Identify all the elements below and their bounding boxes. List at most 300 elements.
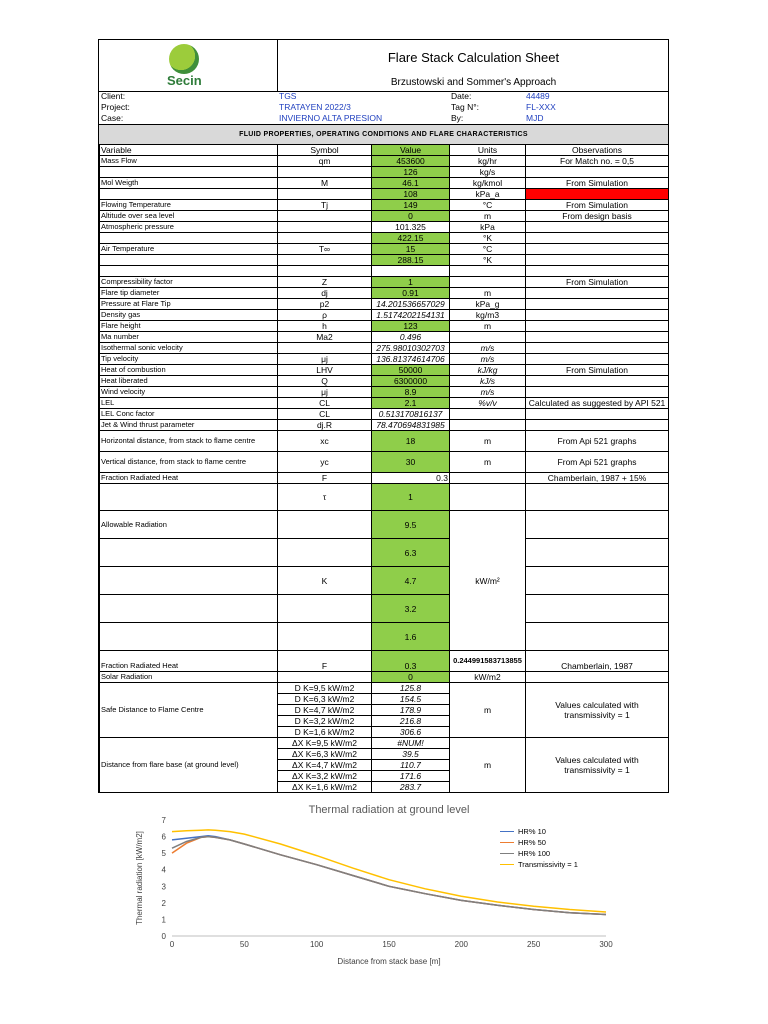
symbol-cell: Tj xyxy=(278,200,372,211)
table-row xyxy=(100,299,669,310)
variable-cell: Ma number xyxy=(100,332,278,343)
symbol-cell: τ xyxy=(278,484,372,511)
x-axis-label: Distance from stack base [m] xyxy=(337,957,441,966)
symbol-cell: T∞ xyxy=(278,244,372,255)
symbol-cell: ΔX K=4,7 kW/m2 xyxy=(278,760,372,771)
y-tick-label: 0 xyxy=(161,932,166,941)
units-cell xyxy=(450,266,526,277)
table-row xyxy=(100,332,669,343)
observations-cell xyxy=(526,321,669,332)
symbol-cell: F xyxy=(278,473,372,484)
variable-cell: Solar Radiation xyxy=(100,672,278,683)
variable-cell: Flare tip diameter xyxy=(100,288,278,299)
chart-title: Thermal radiation at ground level xyxy=(308,804,470,816)
value-cell: 1 xyxy=(372,484,450,511)
symbol-cell: F xyxy=(278,651,372,672)
observations-cell xyxy=(526,189,669,200)
value-cell: 1 xyxy=(372,277,450,288)
variable-cell xyxy=(100,233,278,244)
legend-swatch xyxy=(500,853,514,854)
table-row xyxy=(100,189,669,200)
value-cell: 78.470694831985 xyxy=(372,420,450,431)
observations-cell: From Api 521 graphs xyxy=(526,431,669,452)
value-cell xyxy=(372,266,450,277)
variable-cell: Flowing Temperature xyxy=(100,200,278,211)
units-cell: kg/s xyxy=(450,167,526,178)
value-cell: 283.7 xyxy=(372,782,450,793)
value-cell: 422.15 xyxy=(372,233,450,244)
value-cell: 46.1 xyxy=(372,178,450,189)
observations-cell xyxy=(526,222,669,233)
observations-cell xyxy=(526,376,669,387)
units-cell xyxy=(450,277,526,288)
value-cell: #NUM! xyxy=(372,738,450,749)
symbol-cell xyxy=(278,222,372,233)
observations-cell xyxy=(526,420,669,431)
variable-cell: Fraction Radiated Heat xyxy=(100,651,278,672)
units-cell: kg/m3 xyxy=(450,310,526,321)
units-cell: m/s xyxy=(450,387,526,398)
units-cell: kPa xyxy=(450,222,526,233)
table-row xyxy=(100,321,669,332)
date-value: 44489 xyxy=(526,91,550,101)
table-row xyxy=(100,738,669,749)
table-row xyxy=(100,409,669,420)
value-cell: 8.9 xyxy=(372,387,450,398)
units-cell xyxy=(450,420,526,431)
value-cell: 178.9 xyxy=(372,705,450,716)
symbol-cell: M xyxy=(278,178,372,189)
units-cell: m xyxy=(450,288,526,299)
column-header: Value xyxy=(372,145,450,156)
table-row xyxy=(100,511,669,539)
observations-cell xyxy=(526,595,669,623)
value-cell: 123 xyxy=(372,321,450,332)
variable-cell xyxy=(100,189,278,200)
thermal-radiation-chart xyxy=(98,798,669,968)
variable-cell: Distance from flare base (at ground level) xyxy=(100,738,278,793)
observations-cell xyxy=(526,484,669,511)
units-cell: m xyxy=(450,431,526,452)
chart-legend xyxy=(500,826,578,870)
table-row xyxy=(100,672,669,683)
value-cell: 0.91 xyxy=(372,288,450,299)
legend-entry xyxy=(500,837,578,848)
value-cell: 136.81374614706 xyxy=(372,354,450,365)
symbol-cell: μj xyxy=(278,354,372,365)
variable-cell: Altitude over sea level xyxy=(100,211,278,222)
section-band: FLUID PROPERTIES, OPERATING CONDITIONS AND FLARE CHARACTERISTICS xyxy=(99,124,668,145)
x-tick-label: 50 xyxy=(239,940,249,949)
value-cell: 1.5174202154131 xyxy=(372,310,450,321)
variable-cell: Mol Weigth xyxy=(100,178,278,189)
value-cell: 6.3 xyxy=(372,539,450,567)
variable-cell: LEL Conc factor xyxy=(100,409,278,420)
legend-entry xyxy=(500,859,578,870)
symbol-cell: D K=1,6 kW/m2 xyxy=(278,727,372,738)
value-cell: 0.3 xyxy=(372,651,450,672)
observations-cell xyxy=(526,683,669,738)
y-tick-label: 4 xyxy=(161,865,166,875)
divider xyxy=(99,91,668,92)
symbol-cell: p2 xyxy=(278,299,372,310)
value-cell: 125.8 xyxy=(372,683,450,694)
variable-cell: Fraction Radiated Heat xyxy=(100,473,278,484)
by-label: By: xyxy=(451,113,464,123)
symbol-cell: h xyxy=(278,321,372,332)
observations-cell xyxy=(526,623,669,651)
table-row xyxy=(100,156,669,167)
table-row xyxy=(100,211,669,222)
value-cell: 3.2 xyxy=(372,595,450,623)
symbol-cell: qm xyxy=(278,156,372,167)
units-cell: %v/v xyxy=(450,398,526,409)
table-row xyxy=(100,244,669,255)
table-row xyxy=(100,452,669,473)
observations-cell xyxy=(526,266,669,277)
value-cell: 39.5 xyxy=(372,749,450,760)
x-tick-label: 300 xyxy=(599,940,613,949)
units-cell: kJ/kg xyxy=(450,365,526,376)
symbol-cell: μj xyxy=(278,387,372,398)
value-cell: 171.6 xyxy=(372,771,450,782)
x-tick-label: 100 xyxy=(309,940,324,949)
symbol-cell xyxy=(278,539,372,567)
table-row xyxy=(100,310,669,321)
observations-cell: For Match no. = 0,5 xyxy=(526,156,669,167)
table-row xyxy=(100,484,669,511)
units-cell: m/s xyxy=(450,343,526,354)
symbol-cell: D K=3,2 kW/m2 xyxy=(278,716,372,727)
table-row xyxy=(100,376,669,387)
symbol-cell: LHV xyxy=(278,365,372,376)
observations-cell: Calculated as suggested by API 521 xyxy=(526,398,669,409)
variable-cell: Horizontal distance, from stack to flame centre xyxy=(100,431,278,452)
value-cell: 108 xyxy=(372,189,450,200)
symbol-cell xyxy=(278,255,372,266)
symbol-cell: ρ xyxy=(278,310,372,321)
units-cell: °C xyxy=(450,244,526,255)
tag-label: Tag N°: xyxy=(451,102,479,112)
variable-cell xyxy=(100,539,278,567)
date-label: Date: xyxy=(451,91,472,101)
symbol-cell: D K=4,7 kW/m2 xyxy=(278,705,372,716)
observations-cell xyxy=(526,233,669,244)
variable-cell: Safe Distance to Flame Centre xyxy=(100,683,278,738)
symbol-cell: CL xyxy=(278,409,372,420)
units-cell xyxy=(450,409,526,420)
symbol-cell xyxy=(278,595,372,623)
case-value: INVIERNO ALTA PRESION xyxy=(279,113,383,123)
observations-cell xyxy=(526,354,669,365)
symbol-cell: Ma2 xyxy=(278,332,372,343)
symbol-cell xyxy=(278,266,372,277)
legend-swatch xyxy=(500,831,514,832)
units-cell: m xyxy=(450,452,526,473)
value-cell: 149 xyxy=(372,200,450,211)
observations-cell xyxy=(526,288,669,299)
client-value: TGS xyxy=(279,91,297,101)
symbol-cell: dj.R xyxy=(278,420,372,431)
symbol-cell: dj xyxy=(278,288,372,299)
project-label: Project: xyxy=(101,102,130,112)
units-cell: kPa_a xyxy=(450,189,526,200)
observation-line: transmissivity = 1 xyxy=(564,765,630,775)
value-cell: 50000 xyxy=(372,365,450,376)
table-row xyxy=(100,623,669,651)
x-tick-label: 200 xyxy=(454,940,469,949)
y-tick-label: 7 xyxy=(161,816,166,825)
observations-cell xyxy=(526,738,669,793)
legend-label: Transmissivity = 1 xyxy=(518,860,578,869)
units-cell: kg/hr xyxy=(450,156,526,167)
observations-cell: Chamberlain, 1987 + 15% xyxy=(526,473,669,484)
table-row xyxy=(100,222,669,233)
variable-cell: LEL xyxy=(100,398,278,409)
symbol-cell: ΔX K=6,3 kW/m2 xyxy=(278,749,372,760)
symbol-cell: Q xyxy=(278,376,372,387)
observations-cell: From Simulation xyxy=(526,200,669,211)
legend-entry xyxy=(500,826,578,837)
value-cell: 0.513170816137 xyxy=(372,409,450,420)
y-tick-label: 6 xyxy=(161,832,166,842)
column-header: Units xyxy=(450,145,526,156)
table-row xyxy=(100,431,669,452)
y-axis-label: Thermal radiation [kW/m2] xyxy=(135,831,144,925)
value-cell: 126 xyxy=(372,167,450,178)
value-cell: 30 xyxy=(372,452,450,473)
table-row xyxy=(100,354,669,365)
secin-logo-icon xyxy=(169,44,199,74)
sheet-subtitle: Brzustowski and Sommer's Approach xyxy=(390,77,557,88)
units-cell: °K xyxy=(450,255,526,266)
symbol-cell xyxy=(278,211,372,222)
logo xyxy=(99,40,278,91)
variable-cell: Vertical distance, from stack to flame centre xyxy=(100,452,278,473)
observations-cell xyxy=(526,310,669,321)
value-cell: 2.1 xyxy=(372,398,450,409)
observations-cell xyxy=(526,255,669,266)
y-tick-label: 1 xyxy=(161,915,166,925)
table-row xyxy=(100,420,669,431)
variable-cell: Compressibility factor xyxy=(100,277,278,288)
units-cell: m xyxy=(450,738,526,793)
tag-value: FL-XXX xyxy=(526,102,556,112)
table-row xyxy=(100,595,669,623)
value-cell: 288.15 xyxy=(372,255,450,266)
observations-cell xyxy=(526,299,669,310)
table-row xyxy=(100,683,669,694)
variable-cell: Jet & Wind thrust parameter xyxy=(100,420,278,431)
symbol-cell: ΔX K=3,2 kW/m2 xyxy=(278,771,372,782)
observations-cell xyxy=(526,539,669,567)
table-row xyxy=(100,178,669,189)
variable-cell: Density gas xyxy=(100,310,278,321)
table-row xyxy=(100,277,669,288)
observation-line: Values calculated with xyxy=(555,700,639,710)
observations-cell: From design basis xyxy=(526,211,669,222)
value-cell: 101.325 xyxy=(372,222,450,233)
calculation-table xyxy=(99,144,669,793)
symbol-cell: D K=6,3 kW/m2 xyxy=(278,694,372,705)
symbol-cell xyxy=(278,343,372,354)
logo-text: Secin xyxy=(167,73,202,88)
value-cell: 275.98010302703 xyxy=(372,343,450,354)
case-label: Case: xyxy=(101,113,124,123)
symbol-cell xyxy=(278,233,372,244)
units-cell: m xyxy=(450,683,526,738)
legend-swatch xyxy=(500,864,514,865)
legend-entry xyxy=(500,848,578,859)
table-row xyxy=(100,200,669,211)
value-cell: 1.6 xyxy=(372,623,450,651)
table-row xyxy=(100,365,669,376)
value-cell: 216.8 xyxy=(372,716,450,727)
legend-label: HR% 10 xyxy=(518,827,546,836)
y-tick-label: 2 xyxy=(161,898,166,908)
column-header: Symbol xyxy=(278,145,372,156)
value-cell: 0 xyxy=(372,211,450,222)
table-row xyxy=(100,387,669,398)
symbol-cell: ΔX K=9,5 kW/m2 xyxy=(278,738,372,749)
table-row xyxy=(100,473,669,484)
variable-cell xyxy=(100,567,278,595)
value-cell: 14.201536657029 xyxy=(372,299,450,310)
variable-cell: Heat liberated xyxy=(100,376,278,387)
table-row xyxy=(100,233,669,244)
symbol-cell: yc xyxy=(278,452,372,473)
table-row xyxy=(100,167,669,178)
client-label: Client: xyxy=(101,91,126,101)
variable-cell xyxy=(100,595,278,623)
value-cell: 110.7 xyxy=(372,760,450,771)
table-header-row xyxy=(100,145,669,156)
observations-cell xyxy=(526,167,669,178)
units-cell: °K xyxy=(450,233,526,244)
value-cell: 9.5 xyxy=(372,511,450,539)
value-cell: 0.3 xyxy=(372,473,450,484)
variable-cell: Pressure at Flare Tip xyxy=(100,299,278,310)
variable-cell: Heat of combustion xyxy=(100,365,278,376)
x-tick-label: 250 xyxy=(526,940,541,949)
legend-label: HR% 100 xyxy=(518,849,551,858)
units-cell: kW/m2 xyxy=(450,672,526,683)
observation-line: transmissivity = 1 xyxy=(564,710,630,720)
variable-cell xyxy=(100,266,278,277)
observations-cell xyxy=(526,511,669,539)
sheet-title: Flare Stack Calculation Sheet xyxy=(387,50,560,65)
units-cell: m/s xyxy=(450,354,526,365)
observations-cell xyxy=(526,409,669,420)
observations-cell xyxy=(526,672,669,683)
variable-cell: Air Temperature xyxy=(100,244,278,255)
units-cell: kPa_g xyxy=(450,299,526,310)
units-cell: m xyxy=(450,321,526,332)
units-cell xyxy=(450,484,526,511)
variable-cell xyxy=(100,167,278,178)
variable-cell: Tip velocity xyxy=(100,354,278,365)
variable-cell: Flare height xyxy=(100,321,278,332)
units-cell: kW/m² xyxy=(450,511,526,651)
x-tick-label: 0 xyxy=(169,940,175,949)
table-row xyxy=(100,288,669,299)
variable-cell xyxy=(100,255,278,266)
variable-cell: Mass Flow xyxy=(100,156,278,167)
observations-cell xyxy=(526,244,669,255)
table-row xyxy=(100,539,669,567)
symbol-cell: D K=9,5 kW/m2 xyxy=(278,683,372,694)
variable-cell: Wind velocity xyxy=(100,387,278,398)
units-cell xyxy=(450,473,526,484)
variable-cell: Allowable Radiation xyxy=(100,511,278,539)
y-tick-label: 5 xyxy=(161,849,166,859)
x-tick-label: 150 xyxy=(382,940,396,949)
variable-cell: Isothermal sonic velocity xyxy=(100,343,278,354)
observations-cell: From Simulation xyxy=(526,365,669,376)
observations-cell xyxy=(526,567,669,595)
units-cell: °C xyxy=(450,200,526,211)
value-cell: 15 xyxy=(372,244,450,255)
y-tick-label: 3 xyxy=(161,882,166,892)
table-row xyxy=(100,343,669,354)
symbol-cell xyxy=(278,189,372,200)
value-cell: 4.7 xyxy=(372,567,450,595)
value-cell: 0.496 xyxy=(372,332,450,343)
observations-cell: Chamberlain, 1987 xyxy=(526,651,669,672)
column-header: Observations xyxy=(526,145,669,156)
observations-cell: From Simulation xyxy=(526,277,669,288)
value-cell: 6300000 xyxy=(372,376,450,387)
observations-cell: From Api 521 graphs xyxy=(526,452,669,473)
symbol-cell xyxy=(278,167,372,178)
units-cell: 0.244991583713855 xyxy=(450,651,526,672)
legend-label: HR% 50 xyxy=(518,838,546,847)
observations-cell xyxy=(526,332,669,343)
table-row xyxy=(100,651,669,672)
value-cell: 306.6 xyxy=(372,727,450,738)
observations-cell xyxy=(526,387,669,398)
variable-cell xyxy=(100,484,278,511)
units-cell xyxy=(450,332,526,343)
observation-line: Values calculated with xyxy=(555,755,639,765)
legend-swatch xyxy=(500,842,514,843)
variable-cell xyxy=(100,623,278,651)
value-cell: 453600 xyxy=(372,156,450,167)
symbol-cell: xc xyxy=(278,431,372,452)
value-cell: 154.5 xyxy=(372,694,450,705)
table-row xyxy=(100,398,669,409)
units-cell: kJ/s xyxy=(450,376,526,387)
column-header: Variable xyxy=(100,145,278,156)
observations-cell: From Simulation xyxy=(526,178,669,189)
value-cell: 0 xyxy=(372,672,450,683)
units-cell: m xyxy=(450,211,526,222)
symbol-cell: K xyxy=(278,567,372,595)
by-value: MJD xyxy=(526,113,544,123)
symbol-cell xyxy=(278,623,372,651)
units-cell: kg/kmol xyxy=(450,178,526,189)
symbol-cell: CL xyxy=(278,398,372,409)
calculation-sheet xyxy=(98,39,669,793)
variable-cell: Atmospheric pressure xyxy=(100,222,278,233)
table-row xyxy=(100,255,669,266)
table-row xyxy=(100,266,669,277)
table-row xyxy=(100,567,669,595)
symbol-cell: ΔX K=1,6 kW/m2 xyxy=(278,782,372,793)
project-value: TRATAYEN 2022/3 xyxy=(279,102,351,112)
symbol-cell: Z xyxy=(278,277,372,288)
value-cell: 18 xyxy=(372,431,450,452)
